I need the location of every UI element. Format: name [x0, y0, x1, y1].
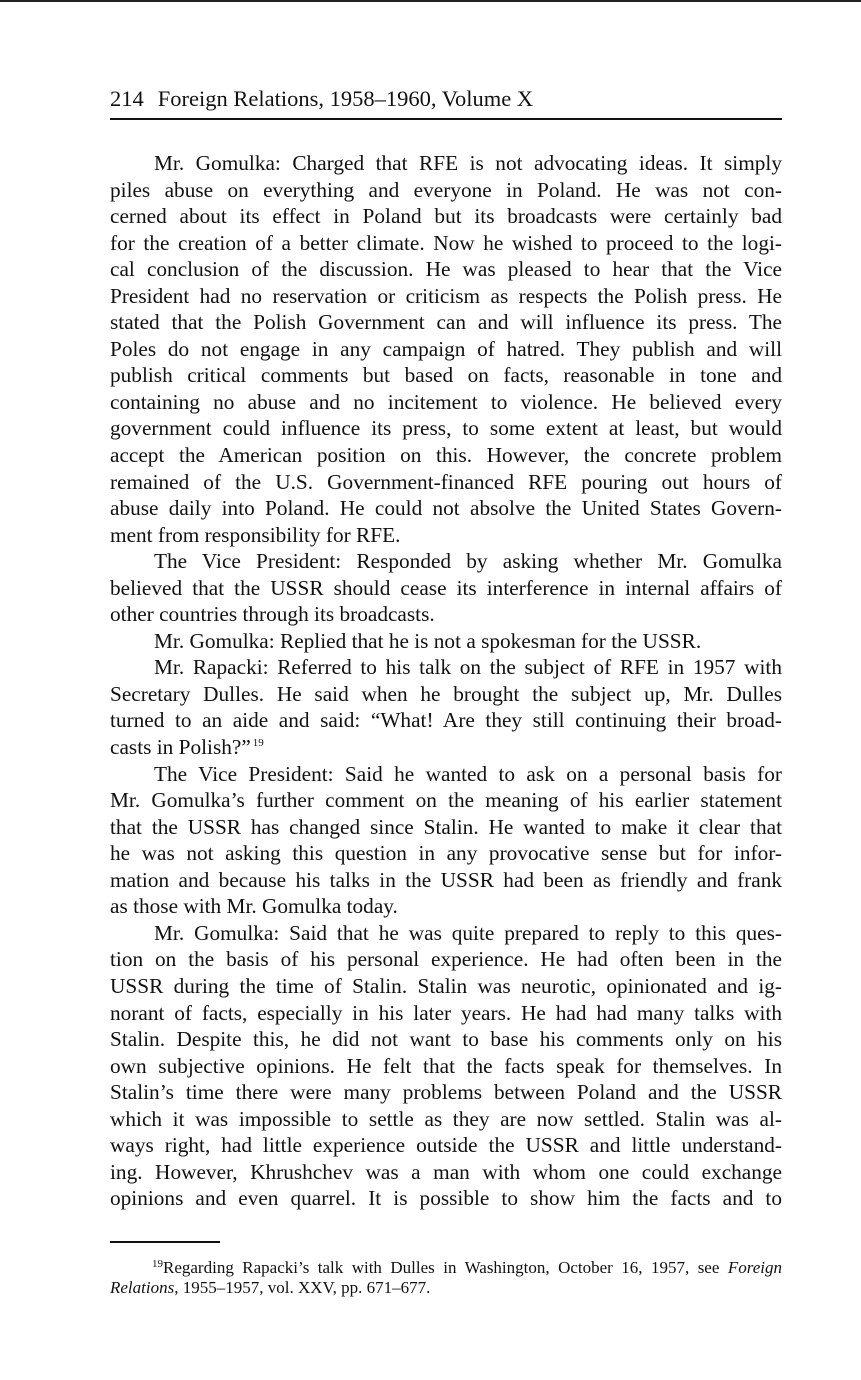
paragraph: [110, 628, 782, 655]
text-line: USSR during the time of Stalin. Stalin was neurotic, opinionated and ig-: [110, 973, 782, 998]
footnote: [110, 1258, 782, 1298]
text-line: believed that the USSR should cease its interference in internal affairs of: [110, 575, 782, 600]
text-line: norant of facts, especially in his later years. He had had many talks with: [110, 1000, 782, 1025]
paragraph: [110, 761, 782, 920]
text-line: publish critical comments but based on facts, reasonable in tone and: [110, 363, 782, 388]
page-number: 214: [110, 86, 144, 111]
text-line: he was not asking this question in any provocative sense but for infor-: [110, 841, 782, 866]
footnote-number: 19: [152, 1258, 163, 1270]
footnote-text: Regarding Rapacki’s talk with Dulles in Washington, October 16, 1957, see: [163, 1258, 728, 1277]
footnote-line: [110, 1258, 782, 1278]
text-line: ing. However, Khrushchev was a man with whom one could exchange: [110, 1159, 782, 1184]
text-line: ment from responsibility for RFE.: [110, 522, 401, 547]
text-line: tion on the basis of his personal experience. He had often been in the: [110, 947, 782, 972]
text-line: Mr. Gomulka’s further comment on the meaning of his earlier statement: [110, 788, 782, 813]
paragraph: [110, 920, 782, 1212]
text-line: opinions and even quarrel. It is possible to show him the facts and to: [110, 1186, 782, 1211]
scan-top-edge: [0, 0, 861, 2]
footnote-text: , 1955–1957, vol. XXV, pp. 671–677.: [174, 1278, 431, 1297]
text-line: mation and because his talks in the USSR had been as friendly and frank: [110, 867, 782, 892]
text-line: turned to an aide and said: “What! Are they still continuing their broad-: [110, 708, 782, 733]
text-line: cerned about its effect in Poland but its broadcasts were certainly bad: [110, 204, 782, 229]
text-line: Mr. Gomulka: Said that he was quite prepared to reply to this ques-: [154, 920, 782, 945]
footnote-title: Foreign: [727, 1258, 782, 1277]
footnote-rule: [110, 1241, 220, 1243]
text-line: Stalin’s time there were many problems between Poland and the USSR: [110, 1080, 782, 1105]
text-line: President had no reservation or criticism as respects the Polish press. He: [110, 283, 782, 308]
text-line: accept the American position on this. However, the concrete problem: [110, 443, 782, 468]
text-line: as those with Mr. Gomulka today.: [110, 894, 398, 919]
text-line: that the USSR has changed since Stalin. He wanted to make it clear that: [110, 814, 782, 839]
text-line: for the creation of a better climate. Now he wished to proceed to the logi-: [110, 230, 782, 255]
text-line: ways right, had little experience outside the USSR and little understand-: [110, 1133, 782, 1158]
text-line: Mr. Gomulka: Replied that he is not a spokesman for the USSR.: [154, 628, 702, 653]
footnote-title: Relations: [110, 1278, 175, 1297]
text-line: casts in Polish?” $^{19}$: [110, 735, 264, 760]
text-line: own subjective opinions. He felt that the facts speak for themselves. In: [110, 1053, 782, 1078]
text-line: The Vice President: Said he wanted to ask on a personal basis for: [154, 761, 782, 786]
running-title: Foreign Relations, 1958–1960, Volume X: [157, 86, 534, 111]
text-line: Poles do not engage in any campaign of hatred. They publish and will: [110, 336, 782, 361]
body-text: [110, 150, 782, 1212]
footnote-reference: 19: [252, 737, 264, 750]
running-header: [110, 84, 782, 120]
text-line: Secretary Dulles. He said when he brought the subject up, Mr. Dulles: [110, 681, 782, 706]
paragraph: [110, 548, 782, 628]
text-line: stated that the Polish Government can and will influence its press. The: [110, 310, 782, 335]
text-line: cal conclusion of the discussion. He was pleased to hear that the Vice: [110, 257, 782, 282]
text-line: containing no abuse and no incitement to violence. He believed every: [110, 389, 782, 414]
text-line: remained of the U.S. Government-financed RFE pouring out hours of: [110, 469, 782, 494]
footnote-line: [110, 1278, 782, 1298]
paragraph: [110, 150, 782, 548]
text-line: government could influence its press, to some extent at least, but would: [110, 416, 782, 441]
paragraph: [110, 654, 782, 760]
text-line: which it was impossible to settle as they are now settled. Stalin was al-: [110, 1106, 782, 1131]
text-line: piles abuse on everything and everyone in Poland. He was not con-: [110, 177, 782, 202]
text-line: Mr. Rapacki: Referred to his talk on the subject of RFE in 1957 with: [154, 655, 782, 680]
text-line: The Vice President: Responded by asking whether Mr. Gomulka: [154, 549, 782, 574]
text-line: Stalin. Despite this, he did not want to base his comments only on his: [110, 1027, 782, 1052]
text-line: other countries through its broadcasts.: [110, 602, 435, 627]
text-line: Mr. Gomulka: Charged that RFE is not advocating ideas. It simply: [154, 151, 782, 175]
text-line: abuse daily into Poland. He could not absolve the United States Govern-: [110, 496, 782, 521]
